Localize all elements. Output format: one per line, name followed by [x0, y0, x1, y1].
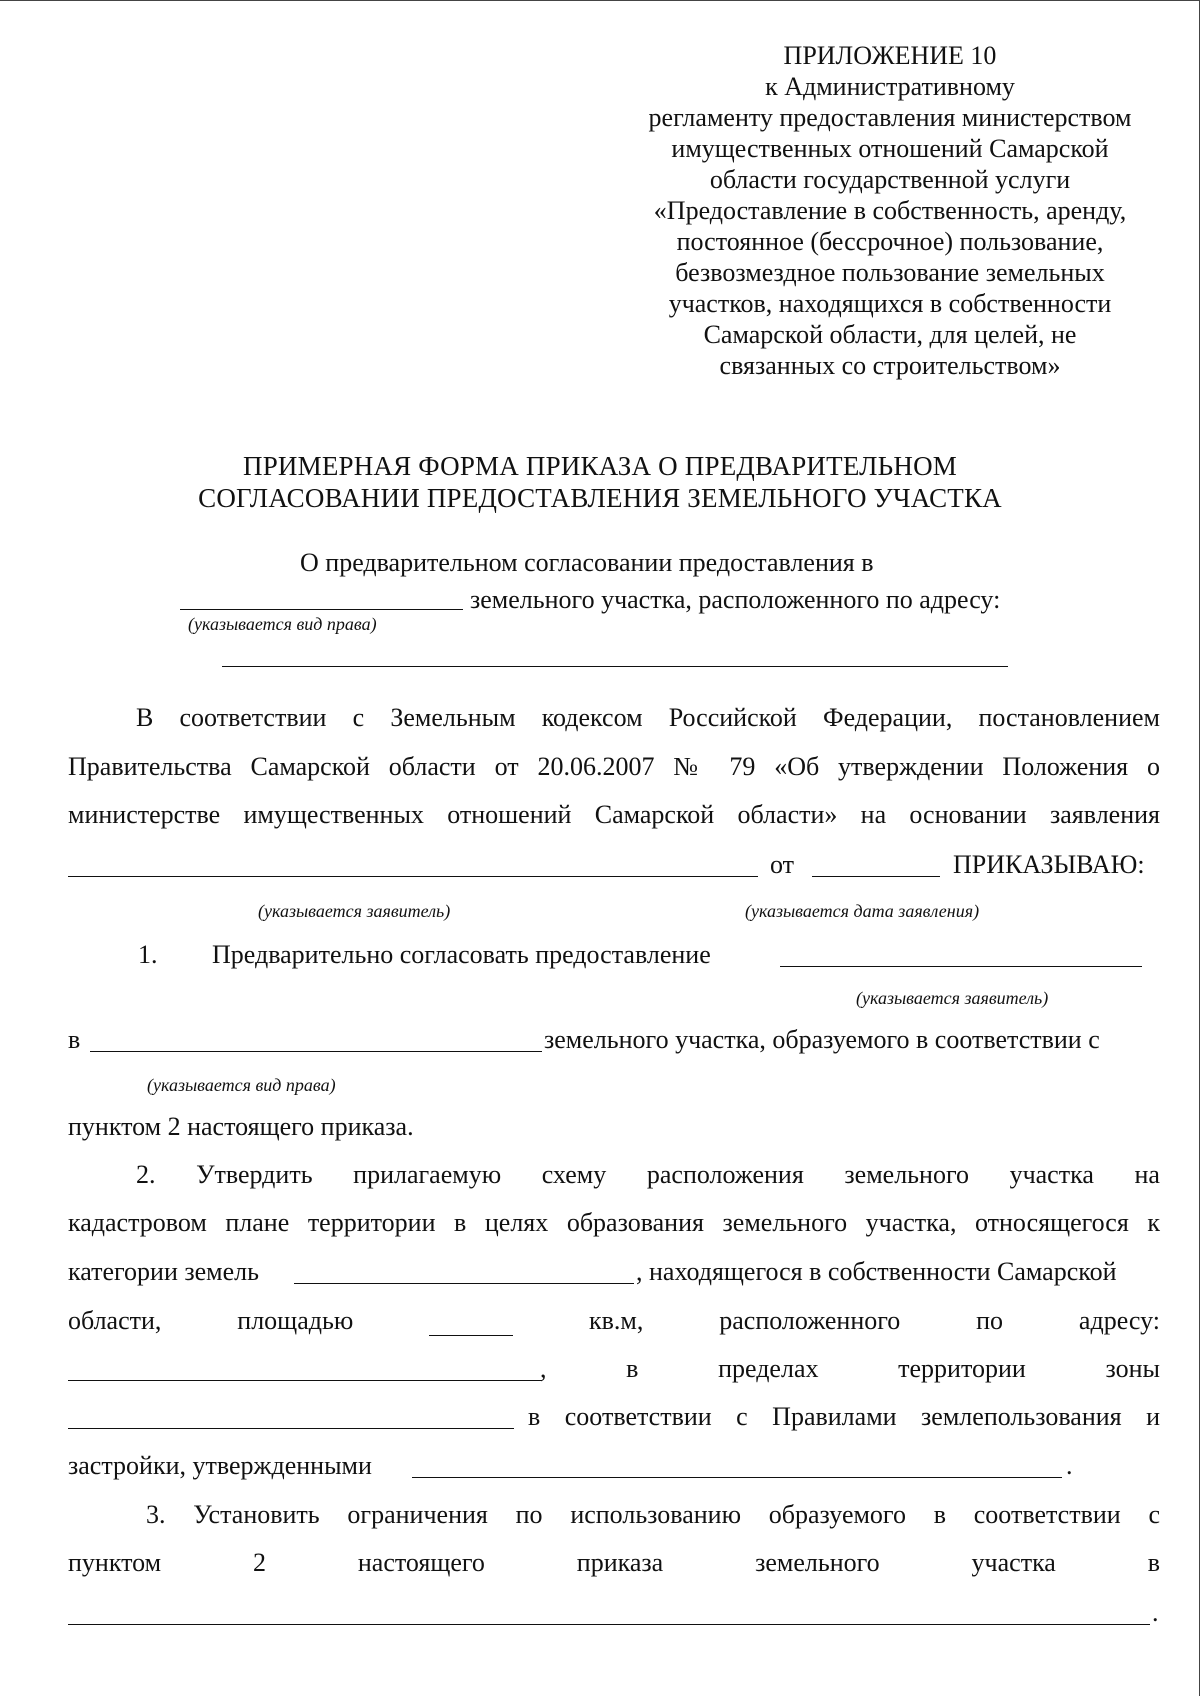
item1-applicant-blank[interactable] [780, 966, 1142, 967]
applicant-blank[interactable] [68, 876, 758, 877]
preamble-line-3: министерстве имущественных отношений Самарской области» на основании заявления [68, 800, 1160, 829]
right-type-blank[interactable] [180, 609, 463, 610]
document-title [150, 450, 1050, 514]
item2-word: площадью [237, 1306, 354, 1335]
item1-text-3: пунктом 2 настоящего приказа. [68, 1112, 414, 1141]
item2-word: области, [68, 1306, 162, 1335]
item2-word: в [626, 1354, 639, 1383]
item2-word: участка [1009, 1160, 1094, 1189]
item2-word: земельного [844, 1160, 969, 1189]
right-type-hint: (указывается вид права) [188, 614, 377, 634]
item2-approved: застройки, утвержденными [68, 1451, 372, 1480]
title-line-2: СОГЛАСОВАНИИ ПРЕДОСТАВЛЕНИЯ ЗЕМЕЛЬНОГО УЧАСТКА [198, 483, 1002, 513]
item2-approved-blank[interactable] [412, 1477, 1062, 1478]
subject-line-2: земельного участка, расположенного по адресу: [470, 585, 1001, 614]
item2-word: схему [541, 1160, 607, 1189]
item2-word: по [976, 1306, 1004, 1335]
subject-line-1: О предварительном согласовании предоставления в [300, 548, 874, 577]
preamble-line-1: В соответствии с Земельным кодексом Российской Федерации, постановлением [136, 703, 1160, 732]
item2-word: расположения [646, 1160, 804, 1189]
appendix-line: регламенту предоставления министерством [648, 103, 1132, 132]
page-border-top [0, 0, 1200, 1]
appendix-line: к Административному [765, 72, 1015, 101]
item1-text: Предварительно согласовать предоставление [212, 940, 711, 969]
address-blank[interactable] [222, 666, 1008, 667]
item3-end-dot: . [1152, 1598, 1159, 1627]
appendix-line: связанных со строительством» [719, 351, 1061, 380]
item1-right-type-blank[interactable] [90, 1051, 542, 1052]
item2-line-1 [136, 1160, 1160, 1190]
item2-word: зоны [1105, 1354, 1160, 1383]
appendix-line: «Предоставление в собственность, аренду, [653, 196, 1127, 225]
item2-ownership: , находящегося в собственности Самарской [636, 1257, 1117, 1286]
applicant-hint: (указывается заявитель) [258, 901, 451, 921]
item3-word: приказа [576, 1548, 664, 1577]
item1-applicant-hint: (указывается заявитель) [856, 988, 1049, 1008]
item2-area-blank[interactable] [429, 1313, 513, 1336]
appendix-line: безвозмездное пользование земельных [675, 258, 1105, 287]
item2-rules: в соответствии с Правилами землепользования и [528, 1402, 1160, 1431]
item2-line-5 [540, 1354, 1160, 1384]
item2-word: кв.м, [589, 1306, 644, 1335]
title-line-1: ПРИМЕРНАЯ ФОРМА ПРИКАЗА О ПРЕДВАРИТЕЛЬНОМ [243, 451, 957, 481]
item2-end-dot: . [1066, 1451, 1073, 1480]
item3-word: 2 [252, 1548, 266, 1577]
item2-word: пределах [718, 1354, 819, 1383]
item2-category-blank[interactable] [294, 1283, 634, 1284]
date-hint: (указывается дата заявления) [745, 901, 980, 921]
date-blank[interactable] [812, 876, 940, 877]
item2-word: 2. [136, 1160, 156, 1189]
item2-word: адресу: [1078, 1306, 1160, 1335]
item2-word: расположенного [719, 1306, 901, 1335]
item3-word: пунктом [68, 1548, 162, 1577]
item3-word: в [1147, 1548, 1160, 1577]
item3-restrictions-blank[interactable] [68, 1624, 1150, 1625]
item2-word: на [1134, 1160, 1160, 1189]
appendix-line: постоянное (бессрочное) пользование, [676, 227, 1104, 256]
order-word: ПРИКАЗЫВАЮ: [953, 850, 1145, 879]
from-label: от [770, 850, 795, 879]
item2-category-label: категории земель [68, 1257, 259, 1286]
item2-word: прилагаемую [353, 1160, 502, 1189]
appendix-line: Самарской области, для целей, не [703, 320, 1077, 349]
appendix-line: области государственной услуги [709, 165, 1071, 194]
item2-word: , [540, 1354, 547, 1383]
item2-line-4 [68, 1306, 1160, 1336]
item1-right-type-hint: (указывается вид права) [147, 1075, 336, 1095]
item1-number: 1. [138, 940, 158, 969]
item2-address-blank[interactable] [68, 1380, 542, 1381]
appendix-header [600, 40, 1180, 381]
item3-word: участка [971, 1548, 1056, 1577]
item3-word: настоящего [357, 1548, 485, 1577]
appendix-line: имущественных отношений Самарской [671, 134, 1109, 163]
item2-line-2: кадастровом плане территории в целях образования земельного участка, относящегося к [68, 1208, 1160, 1237]
appendix-line: участков, находящихся в собственности [668, 289, 1112, 318]
item3-word: земельного [755, 1548, 880, 1577]
item1-text-2: земельного участка, образуемого в соответствии с [544, 1025, 1100, 1054]
preamble-line-2: Правительства Самарской области от 20.06.2007 № 79 «Об утверждении Положения о [68, 752, 1160, 781]
appendix-line: ПРИЛОЖЕНИЕ 10 [783, 41, 997, 70]
item2-zone-blank[interactable] [68, 1428, 514, 1429]
item1-prefix: в [68, 1025, 81, 1054]
item3-line-1: 3. Установить ограничения по использованию образуемого в соответствии с [146, 1500, 1160, 1529]
item3-line-2 [68, 1548, 1160, 1578]
item2-word: территории [898, 1354, 1026, 1383]
item2-word: Утвердить [196, 1160, 313, 1189]
